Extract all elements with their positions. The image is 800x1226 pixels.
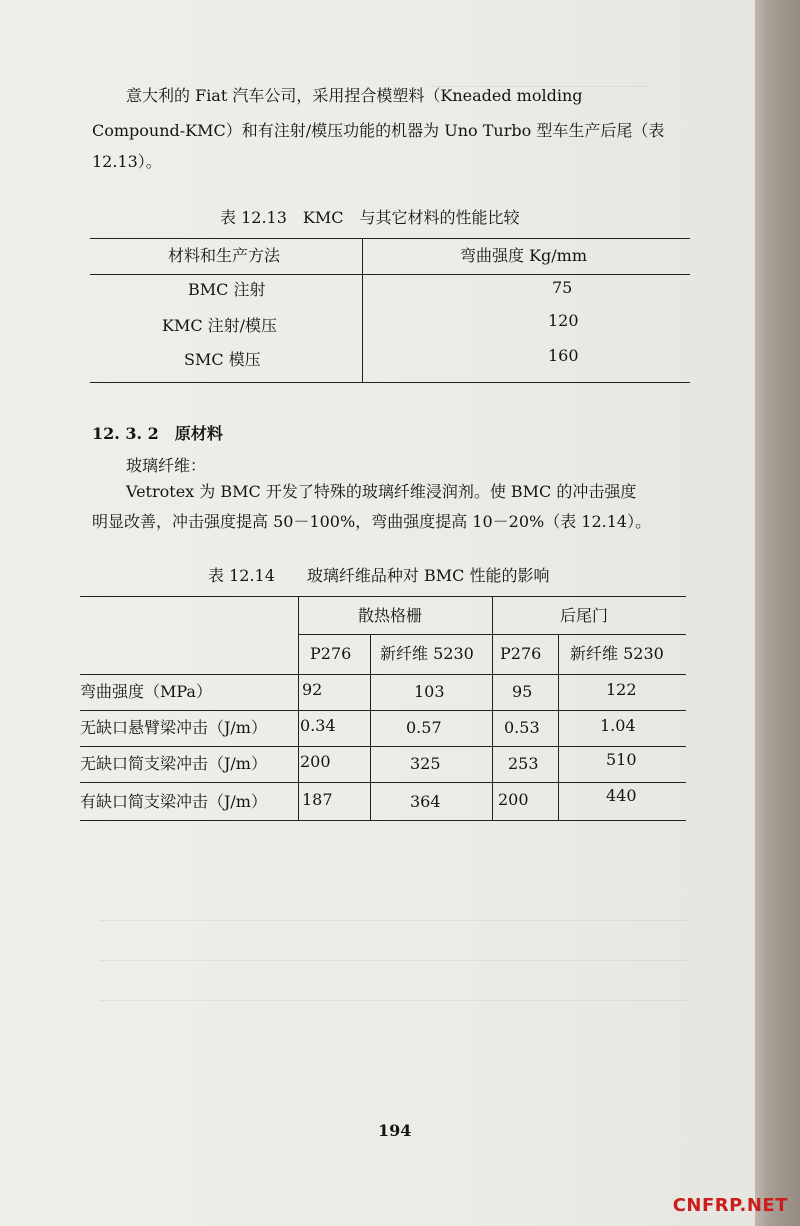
table-cell-method: KMC 注射/模压 [162,316,278,335]
site-watermark-logo: CNFRP.NET [672,1195,788,1216]
table-cell: 364 [410,792,441,811]
bleed-through-line [100,960,690,961]
section-subheading: 玻璃纤维： [126,456,207,475]
table-subheader: 新纤维 5230 [570,644,664,663]
table-row-label: 无缺口简支梁冲击（J/m） [80,754,267,773]
intro-line-1: 意大利的 Fiat 汽车公司，采用捏合模塑料（Kneaded molding [126,86,583,105]
table-bottom-rule [80,820,686,821]
section-paragraph-line-1: Vetrotex 为 BMC 开发了特殊的玻璃纤维浸润剂。使 BMC 的冲击强度 [126,482,637,501]
section-heading: 12. 3. 2 原材料 [92,424,223,443]
table-cell: 0.57 [406,718,442,737]
table-cell-value: 160 [548,346,579,365]
table-cell-method: SMC 模压 [184,350,261,369]
table-cell: 253 [508,754,539,773]
table-12-14 [80,596,686,821]
table-cell: 200 [300,752,331,771]
table-cell-method: BMC 注射 [188,280,266,299]
book-spine [755,0,800,1226]
table-column-divider [492,596,493,820]
table-cell: 122 [606,680,637,699]
table-subheader: P276 [310,644,352,663]
table-column-divider [362,238,363,382]
table-row-rule [80,710,686,711]
table-top-rule [90,238,690,239]
table-header-cell: 弯曲强度 Kg/mm [460,246,588,265]
table-header-cell: 材料和生产方法 [168,246,281,265]
table-header-rule [80,674,686,675]
table-cell: 440 [606,786,637,805]
table-cell: 1.04 [600,716,636,735]
bleed-through-line [100,1000,690,1001]
table-row-rule [80,782,686,783]
table-12-13-caption: 表 12.13 KMC 与其它材料的性能比较 [220,208,520,227]
table-column-divider [558,634,559,820]
table-cell-value: 75 [552,278,573,297]
table-cell: 95 [512,682,533,701]
table-group-header: 后尾门 [560,606,609,625]
table-top-rule [80,596,686,597]
table-subheader: 新纤维 5230 [380,644,474,663]
table-cell: 92 [302,680,323,699]
table-bottom-rule [90,382,690,383]
table-subheader: P276 [500,644,542,663]
table-cell: 510 [606,750,637,769]
intro-line-2: Compound-KMC）和有注射/模压功能的机器为 Uno Turbo 型车生产后尾（表 [92,121,665,140]
table-row-rule [80,746,686,747]
table-12-14-caption: 表 12.14 玻璃纤维品种对 BMC 性能的影响 [208,566,550,585]
table-cell: 325 [410,754,441,773]
table-cell: 0.53 [504,718,540,737]
table-group-header: 散热格栅 [358,606,423,625]
section-paragraph-line-2: 明显改善，冲击强度提高 50－100%，弯曲强度提高 10－20%（表 12.14）。 [92,512,652,531]
page-number: 194 [378,1121,412,1140]
table-cell: 103 [414,682,445,701]
bleed-through-line [100,920,690,921]
table-header-rule [90,274,690,275]
table-cell-value: 120 [548,311,579,330]
table-cell: 187 [302,790,333,809]
table-cell: 0.34 [300,716,336,735]
table-row-label: 有缺口简支梁冲击（J/m） [80,792,267,811]
table-row-label: 弯曲强度（MPa） [80,682,212,701]
table-row-label: 无缺口悬臂梁冲击（J/m） [80,718,267,737]
table-cell: 200 [498,790,529,809]
table-column-divider [298,596,299,820]
table-column-divider [370,634,371,820]
intro-line-3: 12.13）。 [92,152,162,171]
